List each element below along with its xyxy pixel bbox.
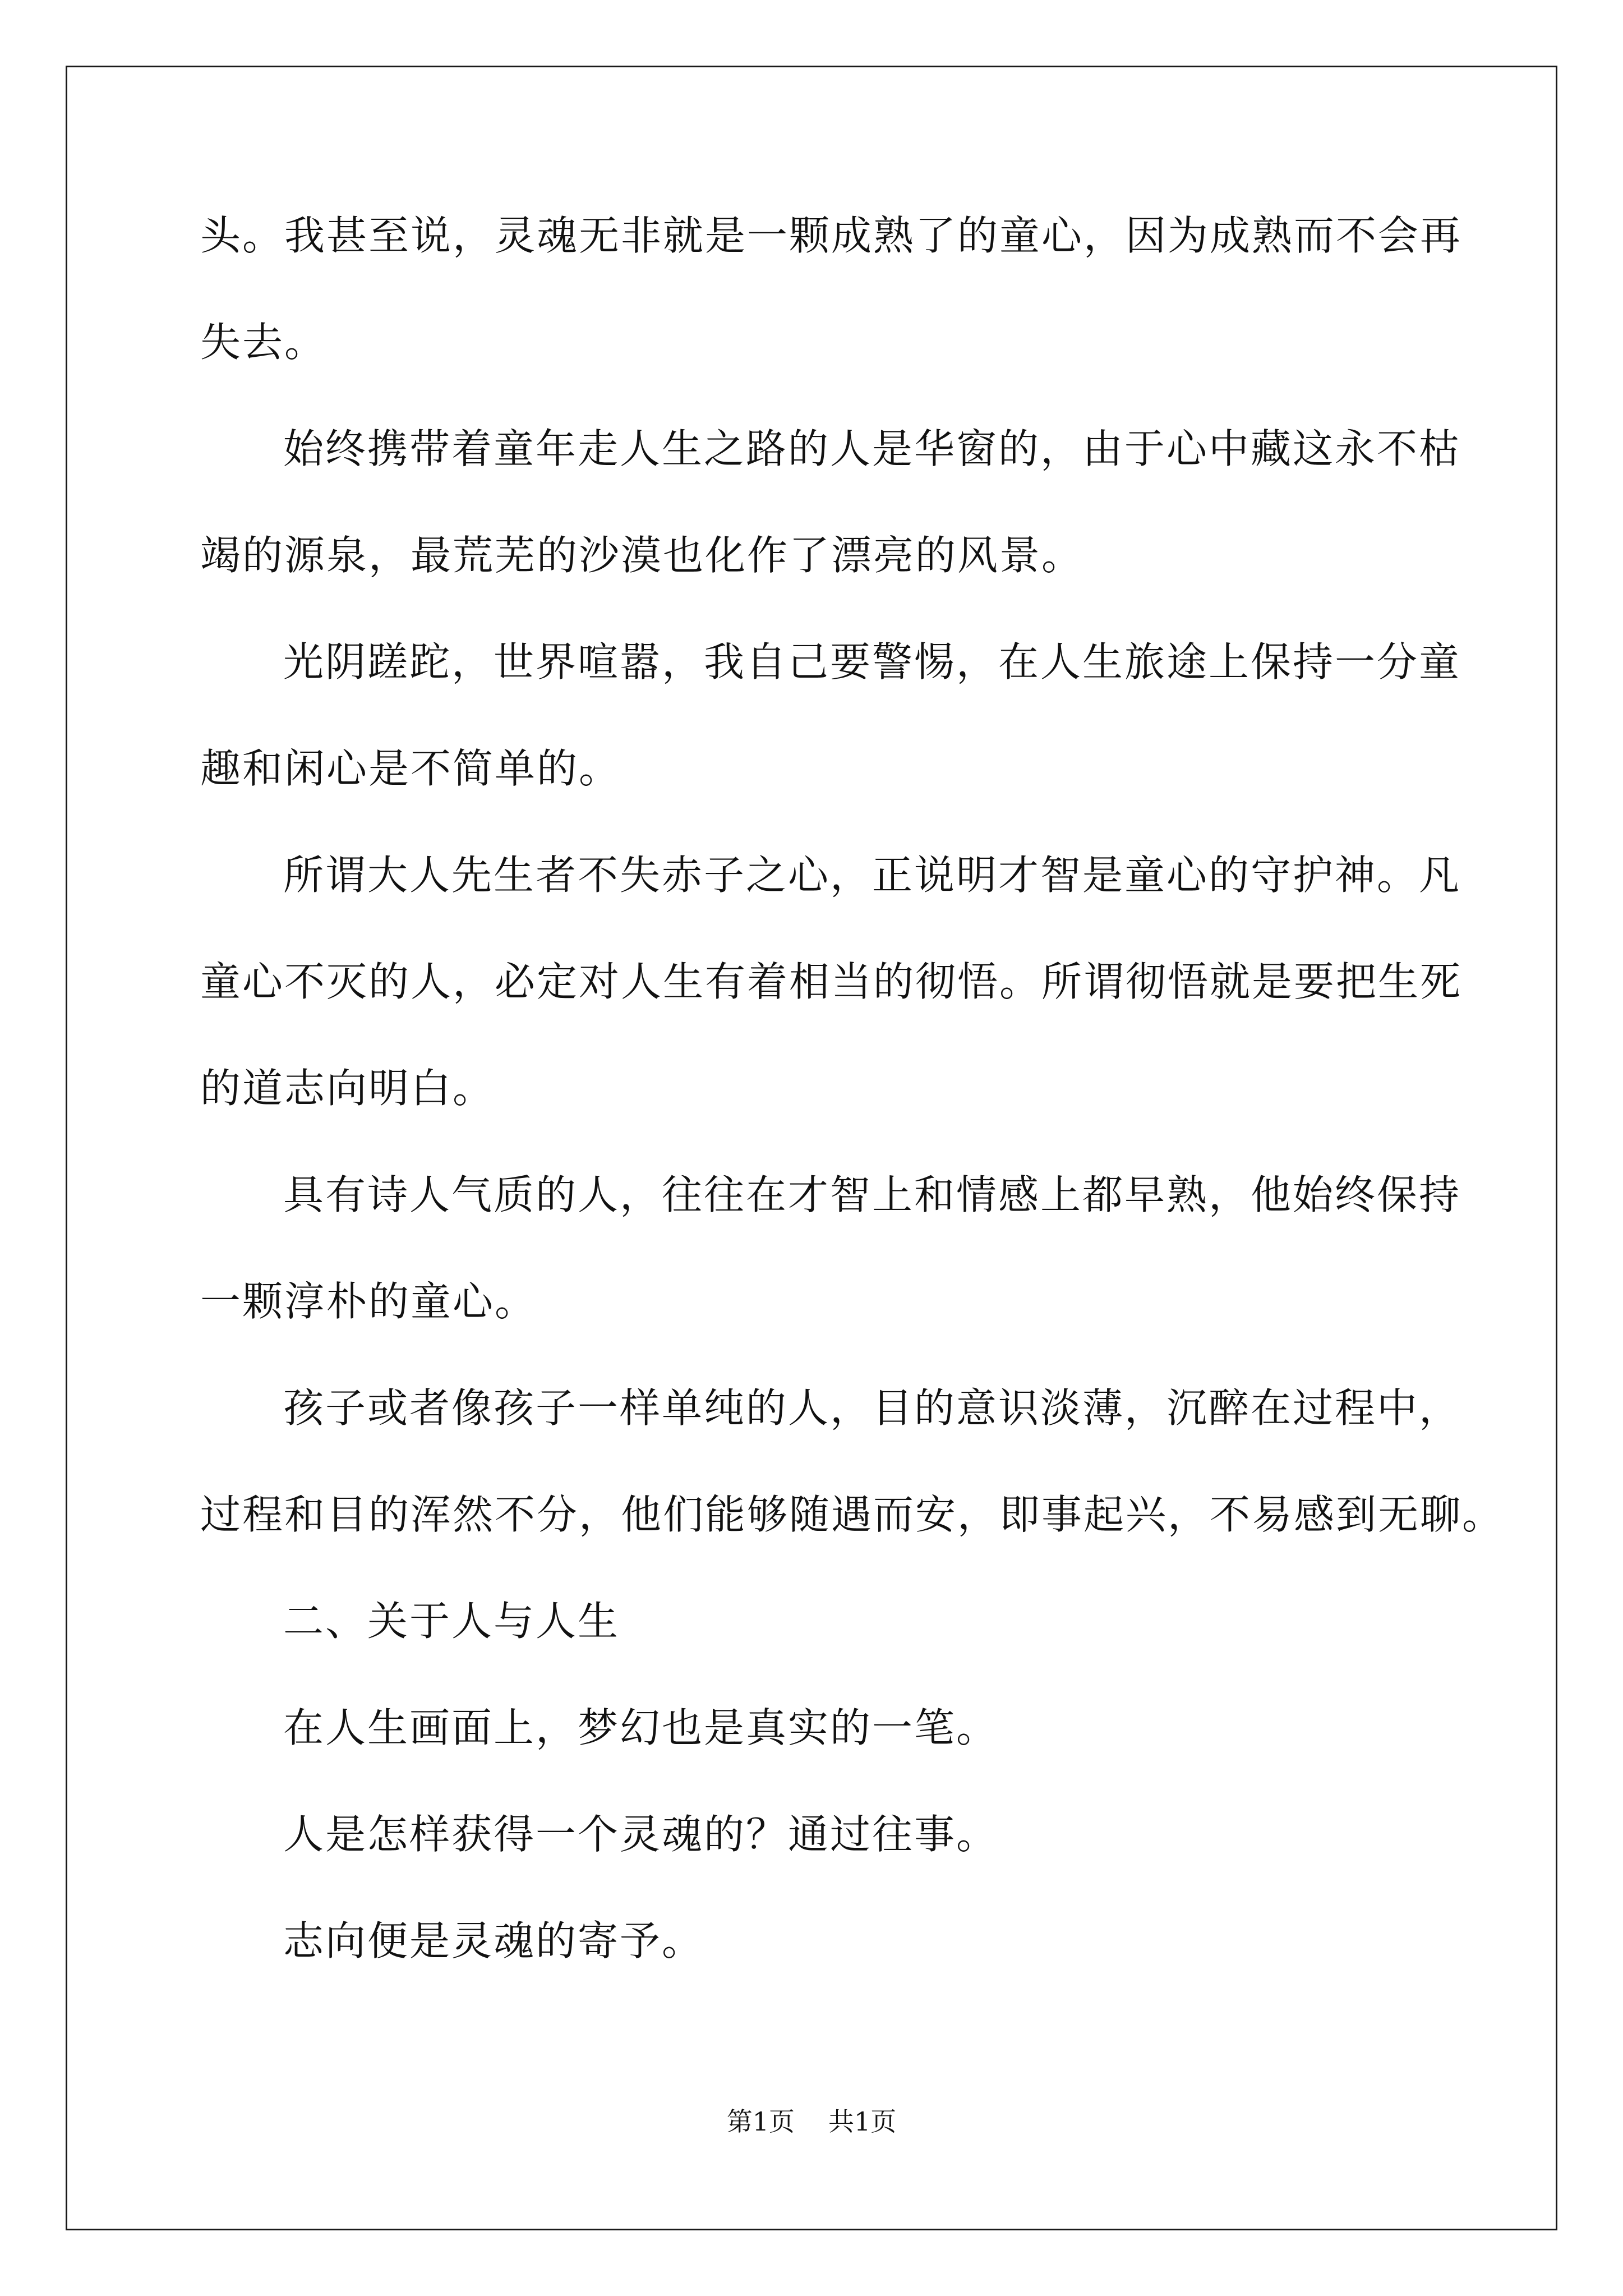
text-line: 一颗淳朴的童心。 (200, 1278, 537, 1325)
text-line: 头。我甚至说，灵魂无非就是一颗成熟了的童心，因为成熟而不会再 (200, 212, 1463, 259)
page-number-total: 共1页 (828, 2106, 897, 2137)
text-line: 失去。 (200, 319, 327, 366)
text-line: 在人生画面上，梦幻也是真实的一笔。 (283, 1704, 999, 1751)
text-line: 童心不灭的人，必定对人生有着相当的彻悟。所谓彻悟就是要把生死 (200, 958, 1463, 1005)
text-line: 所谓大人先生者不失赤子之心，正说明才智是童心的守护神。凡 (283, 852, 1461, 899)
text-line: 光阴蹉跎，世界喧嚣，我自己要警惕，在人生旅途上保持一分童 (283, 638, 1461, 685)
page-number-current: 第1页 (726, 2106, 795, 2137)
section-heading: 二、关于人与人生 (283, 1598, 620, 1645)
page-border (66, 66, 1557, 2230)
text-line: 竭的源泉，最荒芜的沙漠也化作了漂亮的风景。 (200, 532, 1084, 579)
page-footer (0, 2105, 1623, 2138)
text-line: 志向便是灵魂的寄予。 (283, 1917, 704, 1964)
text-line: 的道志向明白。 (200, 1065, 495, 1112)
text-line: 孩子或者像孩子一样单纯的人，目的意识淡薄，沉醉在过程中， (283, 1384, 1461, 1432)
text-line: 具有诗人气质的人，往往在才智上和情感上都早熟，他始终保持 (283, 1171, 1461, 1218)
text-line: 趣和闲心是不简单的。 (200, 745, 621, 792)
text-line: 始终携带着童年走人生之路的人是华窗的，由于心中藏这永不枯 (283, 425, 1461, 472)
text-line: 人是怎样获得一个灵魂的？通过往事。 (283, 1811, 999, 1858)
text-line: 过程和目的浑然不分，他们能够随遇而安，即事起兴，不易感到无聊。 (200, 1491, 1505, 1538)
